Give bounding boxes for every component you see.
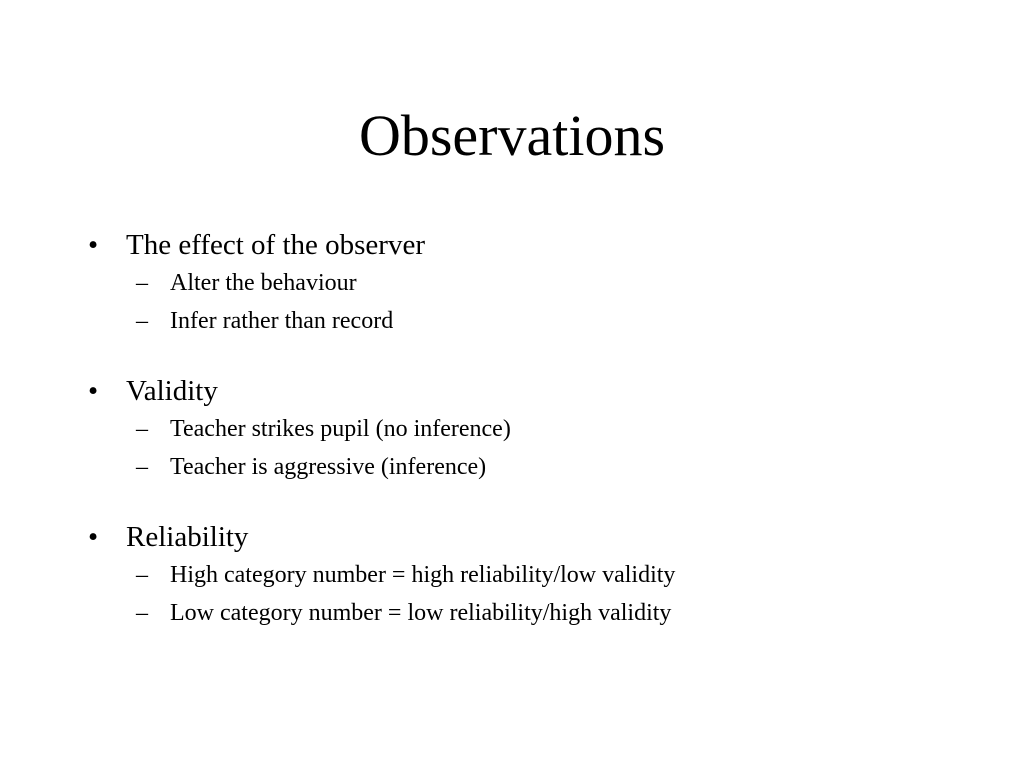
sub-item [136,410,984,448]
bullet-text: The effect of the observer [126,229,425,261]
slide-title: Observations [358,103,666,168]
dash-icon: – [136,270,148,296]
sub-item-text: High category number = high reliability/low validity [170,562,676,588]
sub-item [136,448,984,486]
bullet-list [84,226,984,664]
sub-item-text: Teacher strikes pupil (no inference) [170,416,511,442]
sub-item [136,556,984,594]
dash-icon: – [136,600,148,626]
bullet-dot-icon: • [88,521,99,553]
bullet-item [84,372,984,486]
bullet-row [84,518,984,556]
dash-icon: – [136,562,148,588]
sub-item-text: Alter the behaviour [170,270,357,296]
sub-item-text: Teacher is aggressive (inference) [170,454,487,480]
bullet-dot-icon: • [88,229,99,261]
sub-item-text: Low category number = low reliability/high validity [170,600,672,626]
bullet-row [84,372,984,410]
sub-item [136,594,984,632]
dash-icon: – [136,308,148,334]
sub-list [84,410,984,486]
bullet-dot-icon: • [88,375,99,407]
sub-list [84,556,984,632]
sub-item-text: Infer rather than record [170,308,394,334]
sub-item [136,302,984,340]
bullet-text: Validity [126,375,218,407]
dash-icon: – [136,454,148,480]
bullet-row [84,226,984,264]
bullet-text: Reliability [126,521,249,553]
bullet-item [84,518,984,632]
sub-list [84,264,984,340]
sub-item [136,264,984,302]
dash-icon: – [136,416,148,442]
bullet-item [84,226,984,340]
